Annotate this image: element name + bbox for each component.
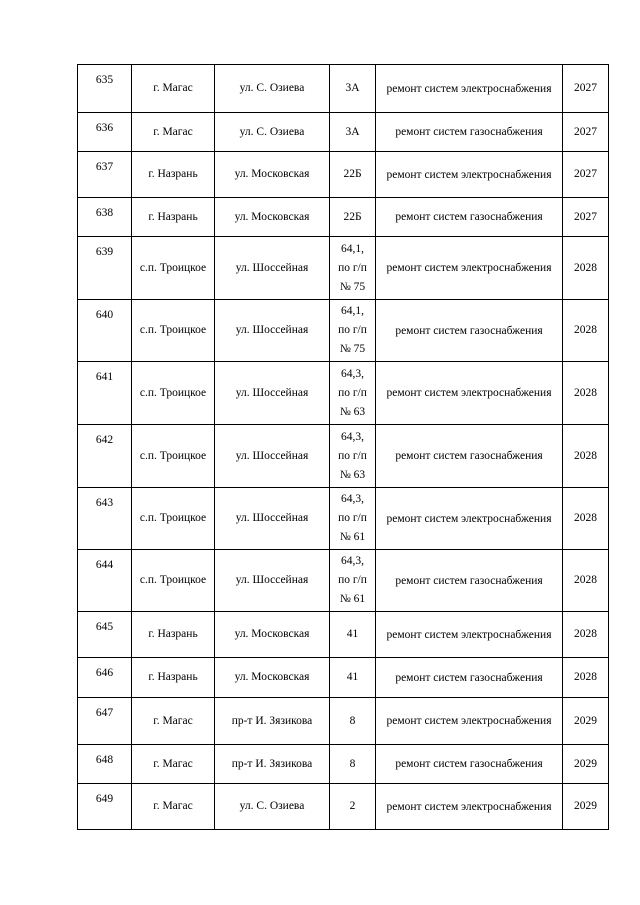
row-number: 645 xyxy=(78,612,132,658)
work-type-cell: ремонт систем газоснабжения xyxy=(376,425,563,488)
registry-table xyxy=(77,64,609,830)
street-cell: ул. С. Озиева xyxy=(215,113,330,152)
work-type-cell: ремонт систем электроснабжения xyxy=(376,612,563,658)
work-type-cell: ремонт систем газоснабжения xyxy=(376,658,563,698)
house-cell: 22Б xyxy=(330,152,376,198)
table-row xyxy=(78,198,609,237)
locality-cell: г. Назрань xyxy=(132,198,215,237)
street-cell: пр-т И. Зязикова xyxy=(215,698,330,745)
table-row xyxy=(78,65,609,113)
street-cell: ул. Шоссейная xyxy=(215,300,330,362)
street-cell: ул. Шоссейная xyxy=(215,488,330,550)
table-row xyxy=(78,658,609,698)
row-number: 639 xyxy=(78,237,132,300)
work-type-cell: ремонт систем газоснабжения xyxy=(376,550,563,612)
house-cell: 8 xyxy=(330,698,376,745)
street-cell: ул. Шоссейная xyxy=(215,425,330,488)
table-row xyxy=(78,698,609,745)
year-cell: 2029 xyxy=(563,745,609,784)
house-cell: 41 xyxy=(330,658,376,698)
year-cell: 2028 xyxy=(563,658,609,698)
locality-cell: г. Назрань xyxy=(132,612,215,658)
table-row xyxy=(78,152,609,198)
row-number: 646 xyxy=(78,658,132,698)
locality-cell: г. Магас xyxy=(132,784,215,830)
locality-cell: с.п. Троицкое xyxy=(132,488,215,550)
table-row xyxy=(78,488,609,550)
row-number: 635 xyxy=(78,65,132,113)
table-row xyxy=(78,784,609,830)
year-cell: 2028 xyxy=(563,488,609,550)
table-row xyxy=(78,113,609,152)
work-type-cell: ремонт систем газоснабжения xyxy=(376,745,563,784)
street-cell: ул. Московская xyxy=(215,152,330,198)
locality-cell: с.п. Троицкое xyxy=(132,550,215,612)
work-type-cell: ремонт систем газоснабжения xyxy=(376,300,563,362)
row-number: 644 xyxy=(78,550,132,612)
work-type-cell: ремонт систем электроснабжения xyxy=(376,152,563,198)
locality-cell: с.п. Троицкое xyxy=(132,300,215,362)
locality-cell: г. Магас xyxy=(132,698,215,745)
table-row xyxy=(78,300,609,362)
year-cell: 2027 xyxy=(563,113,609,152)
street-cell: пр-т И. Зязикова xyxy=(215,745,330,784)
house-cell: 3А xyxy=(330,113,376,152)
locality-cell: с.п. Троицкое xyxy=(132,362,215,425)
row-number: 636 xyxy=(78,113,132,152)
year-cell: 2028 xyxy=(563,612,609,658)
house-cell: 2 xyxy=(330,784,376,830)
house-cell: 41 xyxy=(330,612,376,658)
table-row xyxy=(78,612,609,658)
house-cell: 64,3, по г/п № 61 xyxy=(330,550,376,612)
row-number: 638 xyxy=(78,198,132,237)
table-row xyxy=(78,362,609,425)
house-cell: 64,3, по г/п № 63 xyxy=(330,362,376,425)
locality-cell: г. Магас xyxy=(132,113,215,152)
row-number: 647 xyxy=(78,698,132,745)
year-cell: 2027 xyxy=(563,152,609,198)
work-type-cell: ремонт систем электроснабжения xyxy=(376,698,563,745)
house-cell: 22Б xyxy=(330,198,376,237)
locality-cell: г. Магас xyxy=(132,65,215,113)
row-number: 649 xyxy=(78,784,132,830)
year-cell: 2027 xyxy=(563,65,609,113)
house-cell: 8 xyxy=(330,745,376,784)
row-number: 637 xyxy=(78,152,132,198)
year-cell: 2027 xyxy=(563,198,609,237)
work-type-cell: ремонт систем газоснабжения xyxy=(376,113,563,152)
locality-cell: г. Магас xyxy=(132,745,215,784)
table-row xyxy=(78,745,609,784)
work-type-cell: ремонт систем электроснабжения xyxy=(376,362,563,425)
work-type-cell: ремонт систем электроснабжения xyxy=(376,65,563,113)
year-cell: 2028 xyxy=(563,300,609,362)
row-number: 648 xyxy=(78,745,132,784)
row-number: 642 xyxy=(78,425,132,488)
street-cell: ул. Московская xyxy=(215,658,330,698)
street-cell: ул. С. Озиева xyxy=(215,784,330,830)
locality-cell: с.п. Троицкое xyxy=(132,237,215,300)
work-type-cell: ремонт систем электроснабжения xyxy=(376,237,563,300)
year-cell: 2028 xyxy=(563,237,609,300)
table-row xyxy=(78,425,609,488)
house-cell: 64,1, по г/п № 75 xyxy=(330,300,376,362)
work-type-cell: ремонт систем электроснабжения xyxy=(376,488,563,550)
street-cell: ул. Шоссейная xyxy=(215,362,330,425)
table-row xyxy=(78,550,609,612)
year-cell: 2028 xyxy=(563,362,609,425)
year-cell: 2029 xyxy=(563,698,609,745)
street-cell: ул. Московская xyxy=(215,198,330,237)
year-cell: 2028 xyxy=(563,550,609,612)
locality-cell: г. Назрань xyxy=(132,152,215,198)
year-cell: 2028 xyxy=(563,425,609,488)
work-type-cell: ремонт систем газоснабжения xyxy=(376,198,563,237)
street-cell: ул. С. Озиева xyxy=(215,65,330,113)
locality-cell: с.п. Троицкое xyxy=(132,425,215,488)
street-cell: ул. Московская xyxy=(215,612,330,658)
work-type-cell: ремонт систем электроснабжения xyxy=(376,784,563,830)
table-row xyxy=(78,237,609,300)
row-number: 640 xyxy=(78,300,132,362)
row-number: 643 xyxy=(78,488,132,550)
street-cell: ул. Шоссейная xyxy=(215,237,330,300)
street-cell: ул. Шоссейная xyxy=(215,550,330,612)
house-cell: 64,3, по г/п № 61 xyxy=(330,488,376,550)
house-cell: 3А xyxy=(330,65,376,113)
locality-cell: г. Назрань xyxy=(132,658,215,698)
row-number: 641 xyxy=(78,362,132,425)
year-cell: 2029 xyxy=(563,784,609,830)
house-cell: 64,3, по г/п № 63 xyxy=(330,425,376,488)
house-cell: 64,1, по г/п № 75 xyxy=(330,237,376,300)
